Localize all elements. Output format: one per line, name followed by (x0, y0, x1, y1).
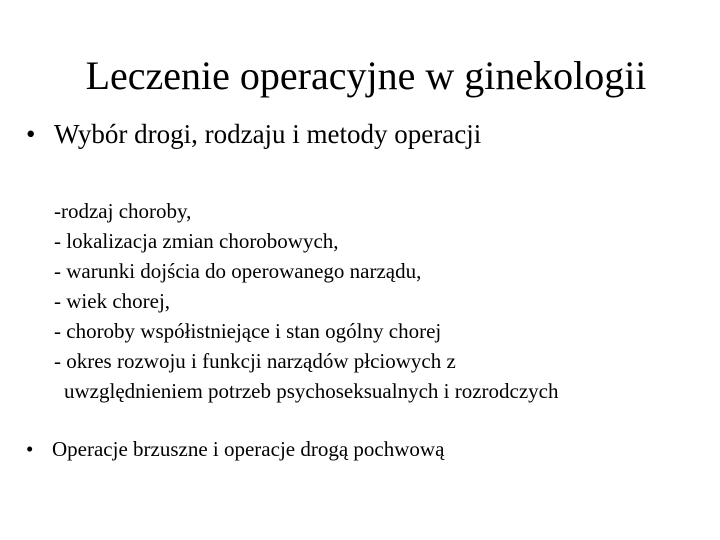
bullet-1-text: Wybór drogi, rodzaju i metody operacji (54, 119, 482, 149)
criteria-item: -rodzaj choroby, (54, 199, 192, 223)
bullet-2-text: Operacje brzuszne i operacje drogą pochwową (52, 437, 445, 461)
criteria-item: - choroby współistniejące i stan ogólny chorej (54, 319, 442, 343)
bullet-icon: • (26, 437, 34, 461)
criteria-item-continuation: uwzględnieniem potrzeb psychoseksualnych i rozrodczych (64, 379, 559, 403)
bullet-item-1 (26, 117, 481, 151)
criteria-item: - okres rozwoju i funkcji narządów płciowych z (54, 349, 456, 373)
bullet-icon: • (26, 119, 36, 149)
bullet-item-2 (26, 434, 444, 464)
criteria-item: - lokalizacja zmian chorobowych, (54, 229, 339, 253)
slide-title: Leczenie operacyjne w ginekologii (85, 53, 647, 98)
criteria-list (54, 196, 559, 406)
criteria-item: - warunki dojścia do operowanego narządu, (54, 259, 422, 283)
criteria-item: - wiek chorej, (54, 289, 171, 313)
